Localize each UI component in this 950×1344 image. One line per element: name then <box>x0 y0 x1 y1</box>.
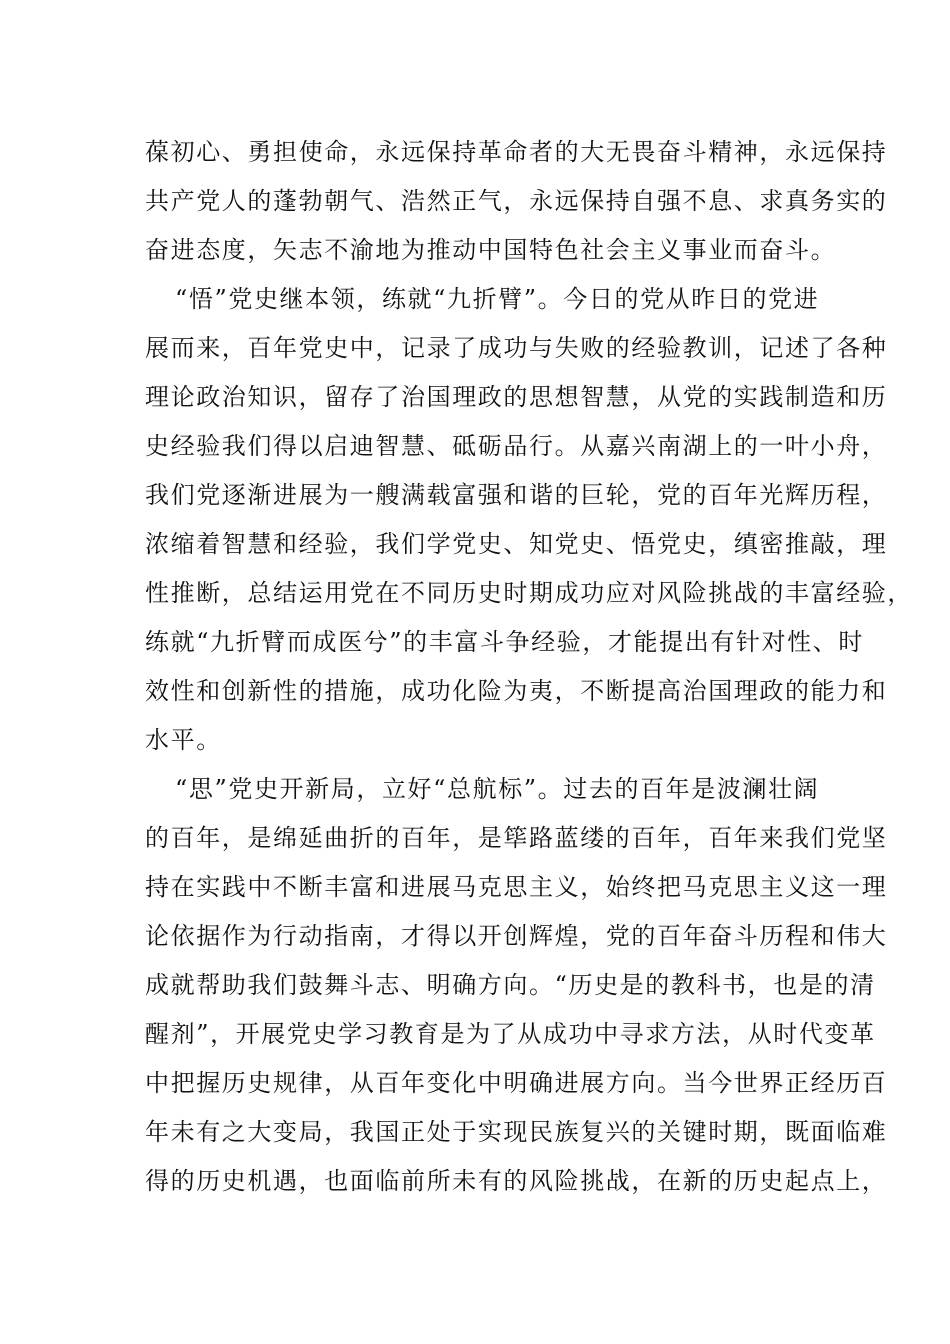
text-line: 醒剂”，开展党史学习教育是为了从成功中寻求方法，从时代变革 <box>145 1020 876 1048</box>
text-line: 奋进态度，矢志不渝地为推动中国特色社会主义事业而奋斗。 <box>145 236 837 264</box>
text-line: 水平。 <box>145 726 222 754</box>
text-line: 我们党逐渐进展为一艘满载富强和谐的巨轮，党的百年光辉历程， <box>145 481 888 509</box>
text-line: 中把握历史规律，从百年变化中明确进展方向。当今世界正经历百 <box>145 1069 888 1097</box>
text-line: 成就帮助我们鼓舞斗志、明确方向。“历史是的教科书，也是的清 <box>145 971 876 999</box>
text-line: 的百年，是绵延曲折的百年，是筚路蓝缕的百年，百年来我们党坚 <box>145 824 888 852</box>
text-line: 史经验我们得以启迪智慧、砥砺品行。从嘉兴南湖上的一叶小舟， <box>145 432 888 460</box>
text-line: 持在实践中不断丰富和进展马克思主义，始终把马克思主义这一理 <box>145 873 888 901</box>
text-line: “思”党史开新局，立好“总航标”。过去的百年是波澜壮阔 <box>175 775 820 803</box>
text-line: 浓缩着智慧和经验，我们学党史、知党史、悟党史，缜密推敲，理 <box>145 530 888 558</box>
text-line: 葆初心、勇担使命，永远保持革命者的大无畏奋斗精神，永远保持 <box>145 138 888 166</box>
text-line: 共产党人的蓬勃朝气、浩然正气，永远保持自强不息、求真务实的 <box>145 187 888 215</box>
text-line: 论依据作为行动指南，才得以开创辉煌，党的百年奋斗历程和伟大 <box>145 922 888 950</box>
text-line: 理论政治知识，留存了治国理政的思想智慧，从党的实践制造和历 <box>145 383 888 411</box>
text-line: 得的历史机遇，也面临前所未有的风险挑战，在新的历史起点上， <box>145 1167 888 1195</box>
text-line: 展而来，百年党史中，记录了成功与失败的经验教训，记述了各种 <box>145 334 888 362</box>
text-line: 效性和创新性的措施，成功化险为夷，不断提高治国理政的能力和 <box>145 677 888 705</box>
text-line: “悟”党史继本领，练就“九折臂”。今日的党从昨日的党进 <box>175 285 820 313</box>
text-line: 年未有之大变局，我国正处于实现民族复兴的关键时期，既面临难 <box>145 1118 888 1146</box>
text-line: 性推断，总结运用党在不同历史时期成功应对风险挑战的丰富经验， <box>145 579 913 607</box>
text-line: 练就“九折臂而成医兮”的丰富斗争经验，才能提出有针对性、时 <box>145 628 864 656</box>
